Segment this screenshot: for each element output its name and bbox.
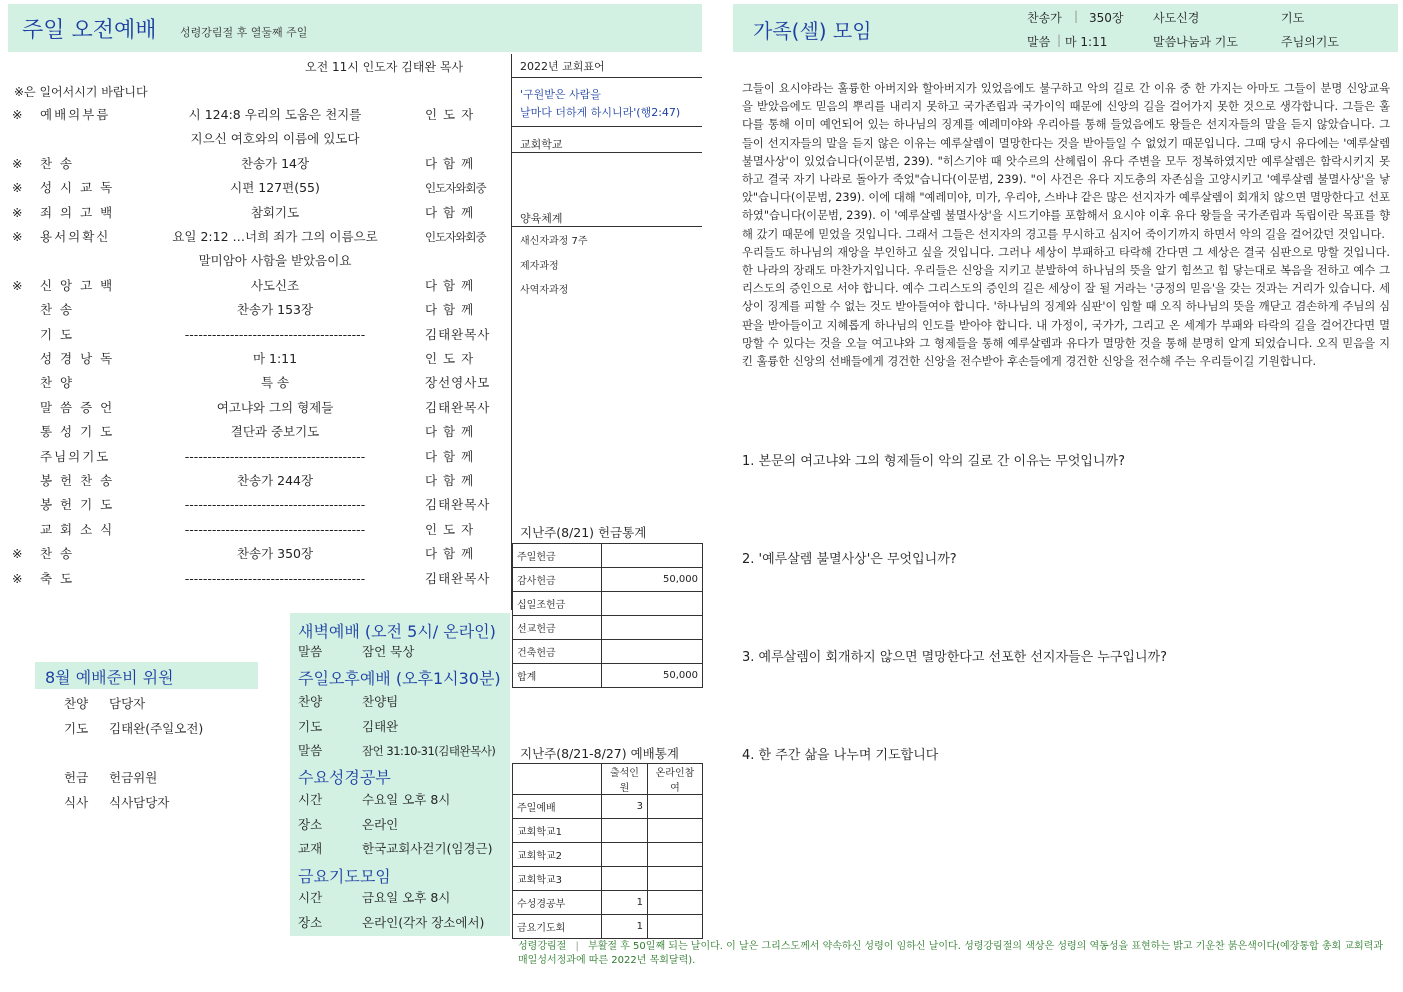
wednesday-label: 시간: [298, 792, 323, 807]
attendance-header-cell: 온라인참여: [647, 764, 702, 795]
order-row: [0, 446, 510, 468]
offering-cell: [602, 592, 703, 616]
wednesday-row: [298, 837, 493, 861]
order-mark: ※: [12, 570, 23, 586]
offering-cell: [602, 616, 703, 640]
order-leader: 다 함 께: [425, 277, 475, 293]
attendance-title: 지난주(8/21-8/27) 예배통계: [520, 746, 679, 761]
prep-row: [64, 719, 204, 737]
wednesday-row: [298, 788, 451, 812]
attendance-header: [513, 764, 703, 795]
order-mark: ※: [12, 204, 23, 220]
attendance-cell: 교회학교2: [513, 843, 602, 867]
order-item: 통 성 기 도: [40, 424, 115, 440]
order-leader: 인 도 자: [425, 521, 475, 537]
friday-label: 시간: [298, 890, 323, 905]
order-content: 찬송가 14장: [240, 155, 310, 171]
friday-label: 장소: [298, 914, 323, 930]
attendance-cell: 주일예배: [513, 795, 602, 819]
attendance-cell: [602, 843, 648, 867]
course-2: 제자과정: [520, 261, 559, 272]
order-mark: ※: [12, 546, 23, 562]
worship-title: 주일 오전예배: [22, 18, 157, 43]
reflection-paragraph-1: 그들이 요시야라는 훌륭한 아버지와 할아버지가 있었음에도 불구하고 악의 길로 간 이유 중 한 가지는 아마도 그들이 분명 신앙교육을 받았음에도 믿음의 뿌리를 내리지 못하고 국가존립과 국가이익 때문에 신앙의 길을 걸어가지 못한 것으로 생각합니다. 그들은 훌다를 통해 이미 예언되어 있는 하나님의 징계를 예레미야와 우리아를 통해 들었음에도 왕들은 선지자들의 말을 듣지 않았습니다. 그들이 선지자들의 말을 듣지 않은 이유는 예루살렘이 멸망한다는 것을 받아들일 수 없었기 때문입니다. 그때 당시 유다에는 '예루살렘 불멸사상'이 있었습니다(이문범, 239). "히스기야 때 앗수르의 산헤립이 유다 주변을 모두 정복하였지만 예루살렘은 함락시키지 못하고 결국 자기 나라로 돌아가 죽었"습니다(이문범, 239). "이 사건은 유다 지도층의 자존심을 고양시키고 '예루살렘 불멸사상'을 낳았"습니다(이문범, 239). 이에 대해 "예레미야, 미가, 우리야, 스바냐 같은 많은 선지자가 예루살렘이 회개치 않으면 멸망한다고 선포하였"습니다(이문범, 239). 이 '예루살렘 불멸사상'을 시드기야를 포함해서 요시야 이후 유다 왕들을 국가존립과 독립이란 목표를 향해 갔기 때문에 믿었을 것입니다. 그래서 그들은 선지자의 경고를 무시하고 심지어 죽이기까지 하면서 악의 길을 걸어갔던 것입니다.: [742, 82, 1390, 241]
attendance-cell: [602, 867, 648, 891]
order-row: [0, 153, 510, 175]
order-leader: 다 함 께: [425, 424, 475, 440]
wednesday-label: 장소: [298, 816, 323, 832]
order-item: 봉 헌 기 도: [40, 497, 115, 513]
attendance-cell: 3: [602, 795, 648, 819]
attendance-row: [513, 819, 703, 843]
course-3: 사역자과정: [520, 285, 569, 296]
order-leader: 인도자와회중: [425, 230, 486, 244]
offering-row: [513, 568, 703, 592]
order-leader: 인 도 자: [425, 351, 475, 366]
offering-cell: 50,000: [602, 568, 703, 592]
order-item: 죄 의 고 백: [40, 204, 115, 220]
prep-role: 헌금: [64, 770, 89, 785]
order-item: 봉 헌 찬 송: [40, 473, 115, 488]
order-row: [0, 348, 510, 370]
motto-year: 2022년 교회표어: [520, 60, 605, 73]
attendance-cell: [602, 819, 648, 843]
order-row: [0, 324, 510, 346]
order-content: 요일 2:12 …너희 죄가 그의 이름으로: [172, 229, 378, 244]
afternoon-label: 찬양: [298, 694, 323, 709]
wednesday-study-title: 수요성경공부: [298, 768, 391, 787]
order-row: [0, 128, 510, 150]
afternoon-label: 말씀: [298, 743, 323, 758]
order-content: 시편 127편(55): [230, 180, 320, 196]
order-leader: 다 함 께: [425, 448, 475, 464]
order-leader: 인도자와회중: [425, 181, 486, 196]
order-row: [0, 543, 510, 565]
hymn-label: 찬송가: [1027, 11, 1062, 25]
order-row: [0, 421, 510, 443]
cell-meeting-banner: 가족(셀) 모임 찬송가 | 350장 사도신경 기도 말씀 | 마 1:11 말씀나눔과 기도 주님의기도: [733, 4, 1398, 52]
wednesday-value: 수요일 오후 8시: [362, 792, 451, 807]
attendance-cell: [647, 843, 702, 867]
afternoon-label: 기도: [298, 718, 323, 734]
prep-role: 찬양: [64, 696, 89, 711]
offering-cell: [602, 544, 703, 568]
offering-title: 지난주(8/21) 헌금통계: [520, 525, 647, 540]
offering-row: [513, 616, 703, 640]
creed-label: 사도신경: [1153, 11, 1200, 25]
attendance-cell: 교회학교1: [513, 819, 602, 843]
afternoon-row: [298, 715, 399, 739]
order-mark: ※: [12, 107, 23, 122]
wednesday-value: 온라인: [362, 816, 399, 832]
order-leader: 김태완목사: [425, 497, 491, 513]
order-content: 특 송: [260, 375, 290, 391]
attendance-row: [513, 795, 703, 819]
question-3: 3. 예루살렘이 회개하지 않으면 멸망한다고 선포한 선지자들은 누구입니까?: [742, 650, 1167, 665]
offering-table: [512, 543, 703, 688]
order-item: 예배의부름: [40, 107, 111, 122]
friday-row: [298, 911, 485, 935]
order-content: ----------------------------------------: [184, 521, 366, 537]
prayer-label: 기도: [1281, 11, 1305, 25]
reflection-text: [742, 80, 1390, 371]
order-item: 용서의확신: [40, 229, 111, 244]
friday-value: 온라인(각자 장소에서): [362, 914, 485, 930]
prep-person: 식사담당자: [109, 795, 170, 810]
order-row: [0, 177, 510, 199]
order-row: [0, 226, 510, 248]
attendance-cell: 교회학교3: [513, 867, 602, 891]
attendance-row: [513, 867, 703, 891]
order-item: 신 앙 고 백: [40, 277, 115, 293]
order-content: 말미암아 사함을 받았음이요: [198, 253, 352, 269]
attendance-header-cell: [513, 764, 602, 795]
footer-note: 성령강림절 | 부활절 후 50일째 되는 날이다. 이 날은 그리스도께서 약속하신 성령이 임하신 날이다. 성령강림절의 색상은 성령의 역동성을 표현하는 밝고 기운찬 붉은색이다(예장통합 총회 교회력과 매일성서정과에 따른 2022년 목회달력).: [518, 941, 1383, 966]
afternoon-value: 김태완: [362, 718, 399, 734]
order-mark: ※: [12, 155, 23, 171]
attendance-cell: [647, 891, 702, 915]
order-content: 결단과 중보기도: [230, 424, 320, 440]
motto-line1: '구원받은 사람을: [520, 88, 601, 101]
order-row: [0, 470, 510, 492]
order-content: 사도신조: [250, 277, 300, 293]
word-label: 말씀: [1027, 35, 1051, 49]
offering-cell: 감사헌금: [513, 568, 602, 592]
prep-row: [64, 768, 158, 786]
order-leader: 다 함 께: [425, 302, 475, 318]
prep-role: 기도: [64, 721, 89, 736]
order-leader: 인 도 자: [425, 107, 475, 122]
dawn-service-title: 새벽예배 (오전 5시/ 온라인): [298, 622, 496, 641]
order-content: 지으신 여호와의 이름에 있도다: [190, 131, 360, 147]
wednesday-label: 교재: [298, 841, 323, 856]
question-2: 2. '예루살렘 불멸사상'은 무엇입니까?: [742, 552, 957, 567]
worship-subtitle: 성령강림절 후 열둘째 주일: [180, 26, 308, 39]
order-leader: 다 함 께: [425, 204, 475, 220]
order-leader: 다 함 께: [425, 473, 475, 488]
reflection-paragraph-2: 우리들도 하나님의 재앙을 부인하고 싶을 것입니다. 그러나 세상이 부패하고 타락해 간다면 그 세상은 결국 심판으로 망할 것입니다. 한 나라의 장래도 마찬가지입니다. 우리들은 신앙을 지키고 분발하여 하나님의 뜻을 알기 힘쓰고 힘 닿는대로 복음을 전하고 예수 그리스도의 증인으로 서야 합니다. 예수 그리스도의 증인의 길은 세상이 잘 될 거라는 '긍정의 믿음'을 갖는 것과는 거리가 있습니다. 세상이 징계를 피할 수 없는 것도 받아들여야 합니다. '하나님의 징계와 심판'이 임할 때 오직 하나님의 뜻을 깨닫고 겸손하게 주님의 심판을 받아들이고 지혜롭게 하나님의 인도를 받아야 합니다. 내 가정이, 국가가, 그리고 온 세계가 부패와 타락의 길을 걸어간다면 멸망할 수 있다는 것을 오늘 여고냐와 그 형제들을 통해 예루살렘과 유다가 멸망한 것을 통해 분명히 알게 되었습니다. 오직 믿음을 지킨 훌륭한 신앙의 선배들에게 경건한 신앙을 전수받아 후손들에게 경건한 신앙을 전수해 주는 우리들이길 기원합니다.: [742, 245, 1390, 369]
order-leader: 김태완목사: [425, 326, 491, 342]
order-item: 기 도: [40, 326, 75, 342]
hymn-number: 350장: [1089, 11, 1124, 25]
offering-cell: 건축헌금: [513, 640, 602, 664]
attendance-cell: 1: [602, 915, 648, 939]
question-1: 1. 본문의 여고냐와 그의 형제들이 악의 길로 간 이유는 무엇입니까?: [742, 454, 1126, 469]
sharing-label: 말씀나눔과 기도: [1153, 35, 1238, 49]
church-school-label: 교회학교: [520, 138, 563, 151]
footer-text: 부활절 후 50일째 되는 날이다. 이 날은 그리스도께서 약속하신 성령이 임하신 날이다. 성령강림절의 색상은 성령의 역동성을 표현하는 밝고 기운찬 붉은색이다(예장통합 총회 교회력과 매일성서정과에 따른 2022년 목회달력).: [518, 941, 1383, 966]
afternoon-value: 잠언 31:10-31(김태완목사): [362, 744, 496, 758]
offering-cell: 십일조헌금: [513, 592, 602, 616]
attendance-cell: [647, 795, 702, 819]
dawn-word-row: 말씀 잠언 묵상: [298, 644, 415, 659]
order-content: 찬송가 244장: [236, 473, 314, 488]
order-item: 축 도: [40, 570, 75, 586]
offering-cell: [602, 640, 703, 664]
order-content: 찬송가 350장: [236, 546, 314, 562]
offering-cell: 선교헌금: [513, 616, 602, 640]
order-row: [0, 494, 510, 516]
order-row: [0, 275, 510, 297]
order-leader: 장선영사모: [425, 375, 491, 391]
order-item: 찬 송: [40, 546, 75, 562]
order-row: [0, 299, 510, 321]
footer-label: 성령강림절: [518, 941, 567, 952]
afternoon-row: [298, 690, 399, 714]
cell-meeting-title: 가족(셀) 모임: [753, 19, 872, 43]
attendance-header-cell: 출석인원: [602, 764, 648, 795]
scripture-ref: 마 1:11: [1065, 35, 1108, 49]
stand-note: ※은 일어서시기 바랍니다: [14, 85, 148, 99]
friday-prayer-title: 금요기도모임: [298, 867, 391, 886]
friday-row: [298, 886, 451, 910]
order-row: [0, 372, 510, 394]
order-content: ----------------------------------------: [184, 326, 366, 342]
training-system-label: 양육체계: [520, 212, 563, 225]
offering-cell: 50,000: [602, 664, 703, 688]
attendance-cell: [647, 867, 702, 891]
prep-row: [64, 793, 170, 811]
order-row: [0, 202, 510, 224]
attendance-table: [512, 763, 703, 939]
column-divider: [511, 54, 512, 610]
order-content: ----------------------------------------: [184, 497, 366, 513]
order-content: 여고냐와 그의 형제들: [216, 399, 334, 415]
order-item: 성 경 낭 독: [40, 351, 115, 366]
service-info: 오전 11시 인도자 김태완 목사: [305, 60, 464, 74]
prep-row: [64, 694, 146, 712]
attendance-cell: 1: [602, 891, 648, 915]
attendance-cell: [647, 819, 702, 843]
prep-committee-banner: [35, 662, 258, 689]
order-leader: 김태완목사: [425, 399, 491, 415]
question-4: 4. 한 주간 삶을 나누며 기도합니다: [742, 748, 939, 763]
order-leader: 김태완목사: [425, 570, 491, 586]
prep-committee-title: 8월 예배준비 위원: [45, 668, 174, 687]
order-row: [0, 568, 510, 590]
order-leader: 다 함 께: [425, 155, 475, 171]
order-mark: ※: [12, 180, 23, 196]
order-item: 말 씀 증 언: [40, 399, 115, 415]
order-leader: 다 함 께: [425, 546, 475, 562]
order-row: [0, 104, 510, 126]
attendance-row: [513, 843, 703, 867]
offering-row: [513, 592, 703, 616]
order-content: 마 1:11: [252, 351, 298, 366]
order-mark: ※: [12, 229, 23, 244]
attendance-row: [513, 891, 703, 915]
prep-person: 헌금위원: [109, 770, 158, 785]
order-item: 찬 송: [40, 302, 75, 318]
prep-person: 김태완(주일오전): [109, 721, 204, 736]
order-row: [0, 519, 510, 541]
order-row: [0, 250, 510, 272]
order-item: 교 회 소 식: [40, 521, 115, 537]
motto-line2: 날마다 더하게 하시니라'(행2:47): [520, 106, 681, 119]
attendance-cell: [647, 915, 702, 939]
offering-row: [513, 544, 703, 568]
afternoon-row: [298, 739, 496, 763]
wednesday-value: 한국교회사걷기(임경근): [362, 841, 493, 856]
course-1: 새신자과정 7주: [520, 236, 588, 247]
wednesday-row: [298, 813, 399, 837]
order-content: 찬송가 153장: [236, 302, 314, 318]
order-item: 주님의기도: [40, 448, 111, 464]
attendance-row: [513, 915, 703, 939]
offering-row: [513, 664, 703, 688]
afternoon-service-title: 주일오후예배 (오후1시30분): [298, 669, 501, 688]
order-mark: ※: [12, 277, 23, 293]
attendance-cell: 수성경공부: [513, 891, 602, 915]
order-item: 성 시 교 독: [40, 180, 115, 196]
order-row: [0, 397, 510, 419]
offering-row: [513, 640, 703, 664]
offering-cell: 합계: [513, 664, 602, 688]
friday-value: 금요일 오후 8시: [362, 890, 451, 905]
worship-title-banner: [8, 4, 702, 52]
order-item: 찬 송: [40, 155, 75, 171]
order-content: ----------------------------------------: [184, 448, 366, 464]
prep-person: 담당자: [109, 696, 146, 711]
afternoon-value: 찬양팀: [362, 694, 399, 709]
prep-role: 식사: [64, 795, 89, 810]
lords-prayer-label: 주님의기도: [1281, 35, 1339, 49]
order-content: 참회기도: [250, 204, 300, 220]
order-content: 시 124:8 우리의 도움은 천지를: [188, 107, 362, 122]
attendance-cell: 금요기도회: [513, 915, 602, 939]
order-item: 찬 양: [40, 375, 75, 391]
order-content: ----------------------------------------: [184, 570, 366, 586]
offering-cell: 주일헌금: [513, 544, 602, 568]
